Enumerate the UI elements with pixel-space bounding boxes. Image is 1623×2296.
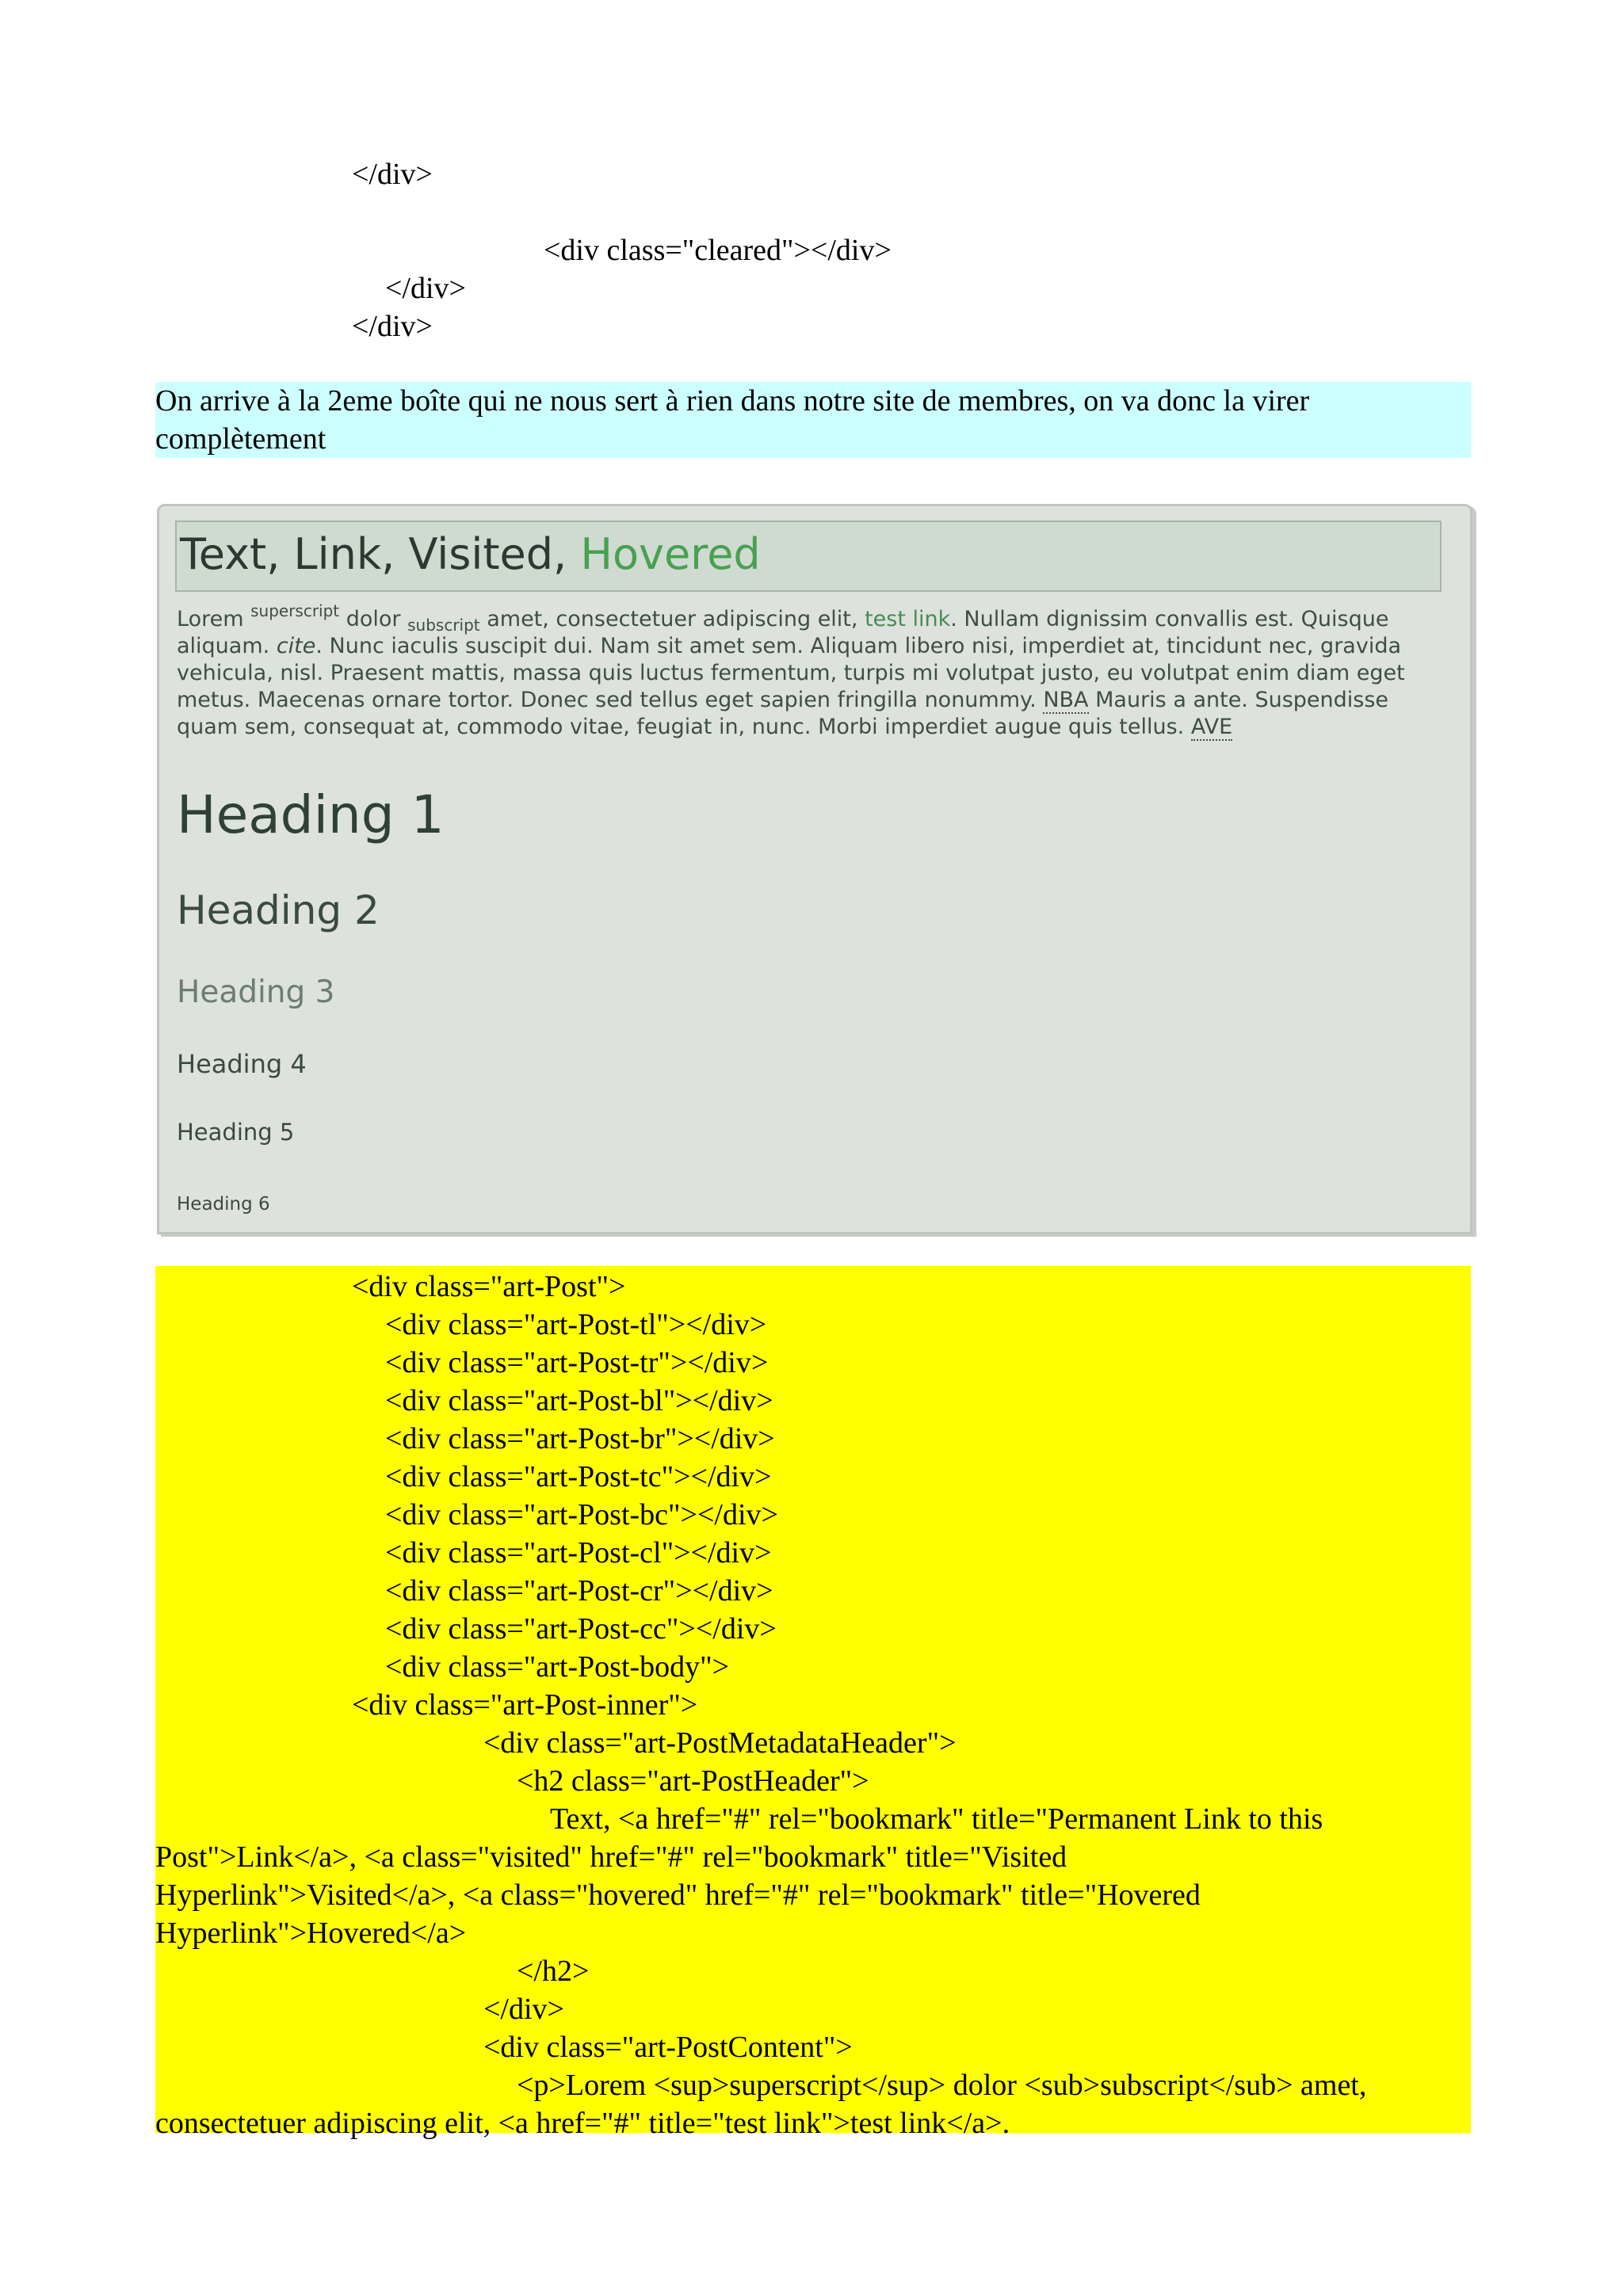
code-line: </div> — [385, 272, 466, 305]
code-line: Hyperlink">Visited</a>, <a class="hovered" href="#" rel="bookmark" title="Hovered — [155, 1878, 1201, 1912]
text-run: . Nunc iaculis suscipit dui. Nam sit amet sem. Aliquam libero nisi, imperdiet at, tincidunt nec, gravida vehicula, nisl. Praesent mattis, massa quis luctus fermentum, turpis mi volutpat justo, eu volutpat enim diam eget metus. Maecenas ornare tortor. Donec sed tellus eget sapien fringilla nonummy. — [177, 634, 1405, 712]
heading-3: Heading 3 — [177, 974, 335, 1010]
post-header — [175, 521, 1442, 592]
heading-5: Heading 5 — [177, 1119, 295, 1146]
text-run: Lorem — [177, 607, 251, 631]
text-run: dolor — [339, 607, 408, 631]
heading-1: Heading 1 — [177, 784, 445, 845]
code-line: <p>Lorem <sup>superscript</sup> dolor <sub>subscript</sub> amet, — [517, 2069, 1367, 2102]
heading-6: Heading 6 — [177, 1194, 270, 1215]
code-line: <div class="art-Post-body"> — [385, 1650, 730, 1684]
note-text: On arrive à la 2eme boîte qui ne nous sert à rien dans notre site de membres, on va donc la virer complètement — [155, 384, 1310, 456]
code-line: <div class="art-Post-inner"> — [352, 1688, 698, 1722]
text-run: Mauris a ante. Suspendisse quam sem, consequat at, commodo vitae, feugiat in, nunc. Morbi imperdiet augue quis tellus. — [177, 688, 1389, 739]
code-line: <div class="art-Post"> — [352, 1270, 626, 1303]
abbr-nba: NBA — [1043, 688, 1089, 712]
heading-4: Heading 4 — [177, 1049, 307, 1079]
code-line: <div class="art-Post-tc"></div> — [385, 1460, 772, 1493]
abbr-ave: AVE — [1190, 715, 1233, 739]
hovered-link[interactable]: Hovered — [580, 529, 761, 579]
post-title-text: Text, Link, Visited, — [180, 529, 581, 579]
code-line: Text, <a href="#" rel="bookmark" title="Permanent Link to this — [550, 1802, 1323, 1836]
test-link[interactable]: test link — [865, 607, 951, 631]
code-line: <div class="art-Post-tr"></div> — [385, 1346, 769, 1379]
code-line: <div class="art-Post-br"></div> — [385, 1422, 775, 1455]
code-line: <div class="art-Post-cl"></div> — [385, 1536, 772, 1569]
highlighted-note — [155, 382, 1471, 458]
superscript-text: superscript — [250, 601, 340, 620]
code-line: <div class="art-Post-bl"></div> — [385, 1384, 773, 1417]
subscript-text: subscript — [407, 616, 480, 635]
post-content — [177, 601, 1445, 741]
code-line: </div> — [352, 158, 433, 191]
code-line: <div class="art-Post-bc"></div> — [385, 1498, 778, 1531]
code-line: <div class="art-Post-cr"></div> — [385, 1574, 773, 1608]
code-line: <div class="art-PostContent"> — [483, 2031, 853, 2064]
heading-2: Heading 2 — [177, 887, 380, 933]
text-run: amet, consectetuer adipiscing elit, — [479, 607, 865, 631]
post-title — [180, 527, 761, 582]
text-run: . Nullam dignissim convallis est. Quisque aliquam. — [177, 607, 1389, 658]
theme-preview-screenshot — [157, 504, 1472, 1234]
code-line: Post">Link</a>, <a class="visited" href="#" rel="bookmark" title="Visited — [155, 1840, 1067, 1874]
code-line: Hyperlink">Hovered</a> — [155, 1917, 467, 1950]
code-line: <div class="cleared"></div> — [544, 234, 892, 267]
code-line: <div class="art-PostMetadataHeader"> — [483, 1726, 957, 1760]
code-line: </h2> — [517, 1955, 590, 1988]
code-line: consectetuer adipiscing elit, <a href="#" title="test link">test link</a>. — [155, 2107, 1010, 2140]
cite-text: cite — [276, 634, 316, 658]
code-line: <div class="art-Post-cc"></div> — [385, 1612, 777, 1646]
code-line: <h2 class="art-PostHeader"> — [517, 1764, 869, 1798]
code-line: </div> — [352, 310, 433, 343]
code-line: </div> — [483, 1993, 564, 2026]
code-line: <div class="art-Post-tl"></div> — [385, 1308, 767, 1341]
